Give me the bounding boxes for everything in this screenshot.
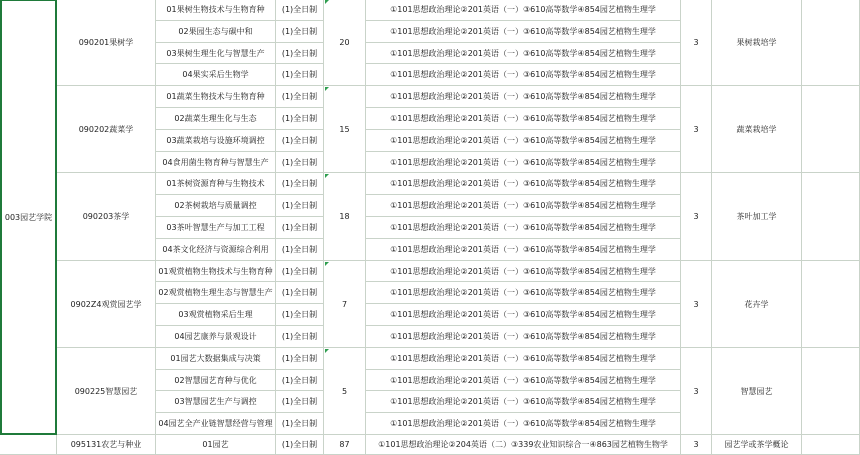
college-cell[interactable] bbox=[0, 0, 57, 435]
comment-marker bbox=[325, 262, 329, 266]
years-cell[interactable] bbox=[681, 261, 712, 348]
exam-subjects-cell[interactable] bbox=[366, 282, 681, 304]
cell-text: ①101思想政治理论②201英语（一）③610高等数学④854园艺植物生理学 bbox=[390, 27, 656, 36]
cell-text: 090202蔬菜学 bbox=[78, 124, 134, 134]
cell-text: 智慧园艺 bbox=[740, 386, 773, 396]
direction-cell[interactable] bbox=[156, 326, 276, 348]
mode-cell[interactable] bbox=[276, 0, 324, 21]
cell-text: 02智慧园艺育种与优化 bbox=[174, 375, 257, 385]
cell-text: ①101思想政治理论②201英语（一）③610高等数学④854园艺植物生理学 bbox=[390, 397, 656, 406]
cell-text: (1)全日制 bbox=[281, 245, 318, 254]
cell-text: (1)全日制 bbox=[281, 288, 318, 297]
mode-cell[interactable] bbox=[276, 370, 324, 391]
cell-text: (1)全日制 bbox=[281, 419, 318, 428]
cell-text: 3 bbox=[693, 37, 699, 47]
blank-cell[interactable] bbox=[802, 435, 860, 455]
cell-text: 7 bbox=[341, 299, 348, 309]
mode-cell[interactable] bbox=[276, 282, 324, 304]
exam-subjects-cell[interactable] bbox=[366, 435, 681, 455]
comment-marker bbox=[325, 349, 329, 353]
exam-subjects-cell[interactable] bbox=[366, 261, 681, 282]
major-cell[interactable] bbox=[57, 86, 156, 173]
direction-cell[interactable] bbox=[156, 391, 276, 413]
blank-cell[interactable] bbox=[802, 348, 860, 435]
cell-text: ①101思想政治理论②201英语（一）③610高等数学④854园艺植物生理学 bbox=[390, 92, 656, 101]
major-cell[interactable] bbox=[57, 0, 156, 86]
direction-cell[interactable] bbox=[156, 173, 276, 195]
courses-cell[interactable] bbox=[712, 348, 802, 435]
cell-text: ①101思想政治理论②201英语（一）③610高等数学④854园艺植物生理学 bbox=[390, 310, 656, 319]
cell-text: 090201果树学 bbox=[78, 37, 134, 47]
cell-text: ①101思想政治理论②201英语（一）③610高等数学④854园艺植物生理学 bbox=[390, 223, 656, 232]
cell-text: (1)全日制 bbox=[281, 354, 318, 363]
cell-text: (1)全日制 bbox=[281, 375, 318, 385]
exam-subjects-cell[interactable] bbox=[366, 370, 681, 391]
courses-cell[interactable] bbox=[712, 173, 802, 261]
cell-text: (1)全日制 bbox=[281, 223, 318, 232]
years-cell[interactable] bbox=[681, 435, 712, 455]
enroll-count-cell[interactable] bbox=[324, 435, 366, 455]
direction-cell[interactable] bbox=[156, 282, 276, 304]
cell-text: 03蔬菜栽培与设施环境调控 bbox=[166, 136, 265, 145]
exam-subjects-cell[interactable] bbox=[366, 130, 681, 152]
cell-text: (1)全日制 bbox=[281, 136, 318, 145]
mode-cell[interactable] bbox=[276, 413, 324, 435]
cell-text: 果树栽培学 bbox=[736, 37, 777, 47]
cell-text: ①101思想政治理论②204英语（二）③339农业知识综合一④863园艺植物生物学 bbox=[378, 440, 668, 449]
direction-cell[interactable] bbox=[156, 217, 276, 239]
cell-text: (1)全日制 bbox=[281, 114, 318, 123]
mode-cell[interactable] bbox=[276, 195, 324, 217]
cell-text: (1)全日制 bbox=[281, 179, 318, 188]
years-cell[interactable] bbox=[681, 86, 712, 173]
direction-cell[interactable] bbox=[156, 130, 276, 152]
cell-text: ①101思想政治理论②201英语（一）③610高等数学④854园艺植物生理学 bbox=[390, 332, 656, 341]
mode-cell[interactable] bbox=[276, 391, 324, 413]
mode-cell[interactable] bbox=[276, 435, 324, 455]
cell-text: ①101思想政治理论②201英语（一）③610高等数学④854园艺植物生理学 bbox=[390, 5, 656, 14]
cell-text: 18 bbox=[339, 212, 350, 221]
cell-text: 03茶叶智慧生产与加工工程 bbox=[166, 223, 265, 232]
direction-cell[interactable] bbox=[156, 0, 276, 21]
direction-cell[interactable] bbox=[156, 304, 276, 326]
mode-cell[interactable] bbox=[276, 64, 324, 86]
cell-text: (1)全日制 bbox=[281, 266, 318, 276]
mode-cell[interactable] bbox=[276, 86, 324, 108]
cell-text: 蔬菜栽培学 bbox=[736, 124, 777, 134]
cell-text: 01果树生物技术与生物育种 bbox=[166, 5, 265, 14]
cell-text: 090225智慧园艺 bbox=[74, 386, 138, 396]
major-cell[interactable] bbox=[57, 435, 156, 455]
cell-text: (1)全日制 bbox=[281, 157, 318, 167]
cell-text: ①101思想政治理论②201英语（一）③610高等数学④854园艺植物生理学 bbox=[390, 354, 656, 363]
direction-cell[interactable] bbox=[156, 108, 276, 130]
blank-cell[interactable] bbox=[802, 261, 860, 348]
cell-text: 5 bbox=[341, 386, 348, 396]
cell-text: (1)全日制 bbox=[281, 5, 318, 14]
major-cell[interactable] bbox=[57, 348, 156, 435]
cell-text: 02茶树栽培与质量调控 bbox=[174, 201, 257, 210]
direction-cell[interactable] bbox=[156, 21, 276, 43]
direction-cell[interactable] bbox=[156, 152, 276, 173]
courses-cell[interactable] bbox=[712, 86, 802, 173]
cell-text: ①101思想政治理论②201英语（一）③610高等数学④854园艺植物生理学 bbox=[390, 179, 656, 188]
exam-subjects-cell[interactable] bbox=[366, 21, 681, 43]
courses-cell[interactable] bbox=[712, 435, 802, 455]
cell-text: 3 bbox=[693, 299, 699, 309]
cell-text: 87 bbox=[339, 440, 350, 449]
courses-cell[interactable] bbox=[712, 0, 802, 86]
college-cell[interactable] bbox=[0, 435, 57, 455]
cell-text: (1)全日制 bbox=[281, 27, 318, 36]
cell-text: ①101思想政治理论②201英语（一）③610高等数学④854园艺植物生理学 bbox=[390, 375, 656, 385]
cell-text: 03果树生理生化与智慧生产 bbox=[166, 48, 265, 58]
exam-subjects-cell[interactable] bbox=[366, 304, 681, 326]
cell-text: ①101思想政治理论②201英语（一）③610高等数学④854园艺植物生理学 bbox=[390, 157, 656, 167]
exam-subjects-cell[interactable] bbox=[366, 217, 681, 239]
mode-cell[interactable] bbox=[276, 130, 324, 152]
cell-text: 02蔬菜生理生化与生态 bbox=[174, 114, 257, 123]
mode-cell[interactable] bbox=[276, 348, 324, 370]
cell-text: 花卉学 bbox=[744, 299, 769, 309]
exam-subjects-cell[interactable] bbox=[366, 0, 681, 21]
cell-text: 01茶树资源育种与生物技术 bbox=[166, 179, 265, 188]
blank-cell[interactable] bbox=[802, 0, 860, 86]
cell-text: ①101思想政治理论②201英语（一）③610高等数学④854园艺植物生理学 bbox=[390, 70, 656, 79]
exam-subjects-cell[interactable] bbox=[366, 43, 681, 64]
direction-cell[interactable] bbox=[156, 86, 276, 108]
mode-cell[interactable] bbox=[276, 261, 324, 282]
exam-subjects-cell[interactable] bbox=[366, 108, 681, 130]
enroll-count-cell[interactable] bbox=[324, 348, 366, 435]
cell-text: (1)全日制 bbox=[281, 70, 318, 79]
mode-cell[interactable] bbox=[276, 43, 324, 64]
enroll-count-cell[interactable] bbox=[324, 0, 366, 86]
cell-text: 03观赏植物采后生理 bbox=[178, 310, 253, 319]
enroll-count-cell[interactable] bbox=[324, 261, 366, 348]
cell-text: ①101思想政治理论②201英语（一）③610高等数学④854园艺植物生理学 bbox=[390, 245, 656, 254]
major-cell[interactable] bbox=[57, 261, 156, 348]
major-cell[interactable] bbox=[57, 173, 156, 261]
cell-text: ①101思想政治理论②201英语（一）③610高等数学④854园艺植物生理学 bbox=[390, 288, 656, 297]
years-cell[interactable] bbox=[681, 0, 712, 86]
exam-subjects-cell[interactable] bbox=[366, 173, 681, 195]
cell-text: ①101思想政治理论②201英语（一）③610高等数学④854园艺植物生理学 bbox=[390, 48, 656, 58]
cell-text: 03智慧园艺生产与调控 bbox=[174, 397, 257, 406]
cell-text: 园艺学或茶学概论 bbox=[724, 440, 789, 449]
comment-marker bbox=[325, 174, 329, 178]
cell-text: ①101思想政治理论②201英语（一）③610高等数学④854园艺植物生理学 bbox=[390, 136, 656, 145]
enroll-count-cell[interactable] bbox=[324, 86, 366, 173]
cell-text: ①101思想政治理论②201英语（一）③610高等数学④854园艺植物生理学 bbox=[390, 114, 656, 123]
cell-text: ①101思想政治理论②201英语（一）③610高等数学④854园艺植物生理学 bbox=[390, 201, 656, 210]
years-cell[interactable] bbox=[681, 348, 712, 435]
blank-cell[interactable] bbox=[802, 86, 860, 173]
cell-text: 01蔬菜生物技术与生物育种 bbox=[166, 92, 265, 101]
cell-text: 茶叶加工学 bbox=[736, 212, 777, 221]
cell-text: 3 bbox=[693, 440, 699, 449]
cell-text: 04果实采后生物学 bbox=[182, 70, 249, 79]
direction-cell[interactable] bbox=[156, 435, 276, 455]
years-cell[interactable] bbox=[681, 173, 712, 261]
comment-marker bbox=[325, 87, 329, 91]
cell-text: (1)全日制 bbox=[281, 440, 318, 449]
cell-text: 02观赏植物生理生态与智慧生产 bbox=[158, 288, 273, 297]
cell-text: 0902Z4观赏园艺学 bbox=[70, 299, 142, 309]
enroll-count-cell[interactable] bbox=[324, 173, 366, 261]
cell-text: (1)全日制 bbox=[281, 332, 318, 341]
direction-cell[interactable] bbox=[156, 239, 276, 261]
exam-subjects-cell[interactable] bbox=[366, 239, 681, 261]
mode-cell[interactable] bbox=[276, 108, 324, 130]
cell-text: (1)全日制 bbox=[281, 310, 318, 319]
mode-cell[interactable] bbox=[276, 152, 324, 173]
cell-text: 3 bbox=[693, 386, 699, 396]
cell-text: (1)全日制 bbox=[281, 48, 318, 58]
exam-subjects-cell[interactable] bbox=[366, 326, 681, 348]
cell-text: (1)全日制 bbox=[281, 397, 318, 406]
cell-text: ①101思想政治理论②201英语（一）③610高等数学④854园艺植物生理学 bbox=[390, 419, 656, 428]
cell-text: ①101思想政治理论②201英语（一）③610高等数学④854园艺植物生理学 bbox=[390, 266, 656, 276]
direction-cell[interactable] bbox=[156, 43, 276, 64]
cell-text: 01园艺大数据集成与决策 bbox=[170, 354, 261, 363]
cell-text: 02果园生态与碳中和 bbox=[178, 27, 253, 36]
exam-subjects-cell[interactable] bbox=[366, 86, 681, 108]
cell-text: 3 bbox=[693, 212, 699, 221]
direction-cell[interactable] bbox=[156, 370, 276, 391]
direction-cell[interactable] bbox=[156, 195, 276, 217]
exam-subjects-cell[interactable] bbox=[366, 195, 681, 217]
mode-cell[interactable] bbox=[276, 304, 324, 326]
mode-cell[interactable] bbox=[276, 21, 324, 43]
exam-subjects-cell[interactable] bbox=[366, 413, 681, 435]
mode-cell[interactable] bbox=[276, 217, 324, 239]
cell-text: 003园艺学院 bbox=[4, 212, 53, 222]
cell-text: 04食用菌生物育种与智慧生产 bbox=[162, 157, 269, 167]
blank-cell[interactable] bbox=[802, 173, 860, 261]
cell-text: (1)全日制 bbox=[281, 201, 318, 210]
cell-text: 01园艺 bbox=[202, 440, 229, 449]
cell-text: 15 bbox=[339, 124, 350, 134]
courses-cell[interactable] bbox=[712, 261, 802, 348]
direction-cell[interactable] bbox=[156, 64, 276, 86]
direction-cell[interactable] bbox=[156, 348, 276, 370]
cell-text: 01观赏植物生物技术与生物育种 bbox=[158, 266, 273, 276]
direction-cell[interactable] bbox=[156, 413, 276, 435]
exam-subjects-cell[interactable] bbox=[366, 348, 681, 370]
cell-text: 04茶文化经济与资源综合利用 bbox=[162, 245, 269, 254]
cell-text: 04园艺全产业链智慧经营与管理 bbox=[158, 419, 273, 428]
cell-text: 3 bbox=[693, 124, 699, 134]
cell-text: 095131农艺与种业 bbox=[70, 440, 142, 449]
comment-marker bbox=[325, 0, 329, 4]
mode-cell[interactable] bbox=[276, 239, 324, 261]
mode-cell[interactable] bbox=[276, 173, 324, 195]
cell-text: 20 bbox=[339, 37, 350, 47]
cell-text: 04园艺康养与景观设计 bbox=[174, 332, 257, 341]
exam-subjects-cell[interactable] bbox=[366, 391, 681, 413]
cell-text: (1)全日制 bbox=[281, 92, 318, 101]
exam-subjects-cell[interactable] bbox=[366, 64, 681, 86]
mode-cell[interactable] bbox=[276, 326, 324, 348]
exam-subjects-cell[interactable] bbox=[366, 152, 681, 173]
direction-cell[interactable] bbox=[156, 261, 276, 282]
cell-text: 090203茶学 bbox=[82, 212, 130, 221]
